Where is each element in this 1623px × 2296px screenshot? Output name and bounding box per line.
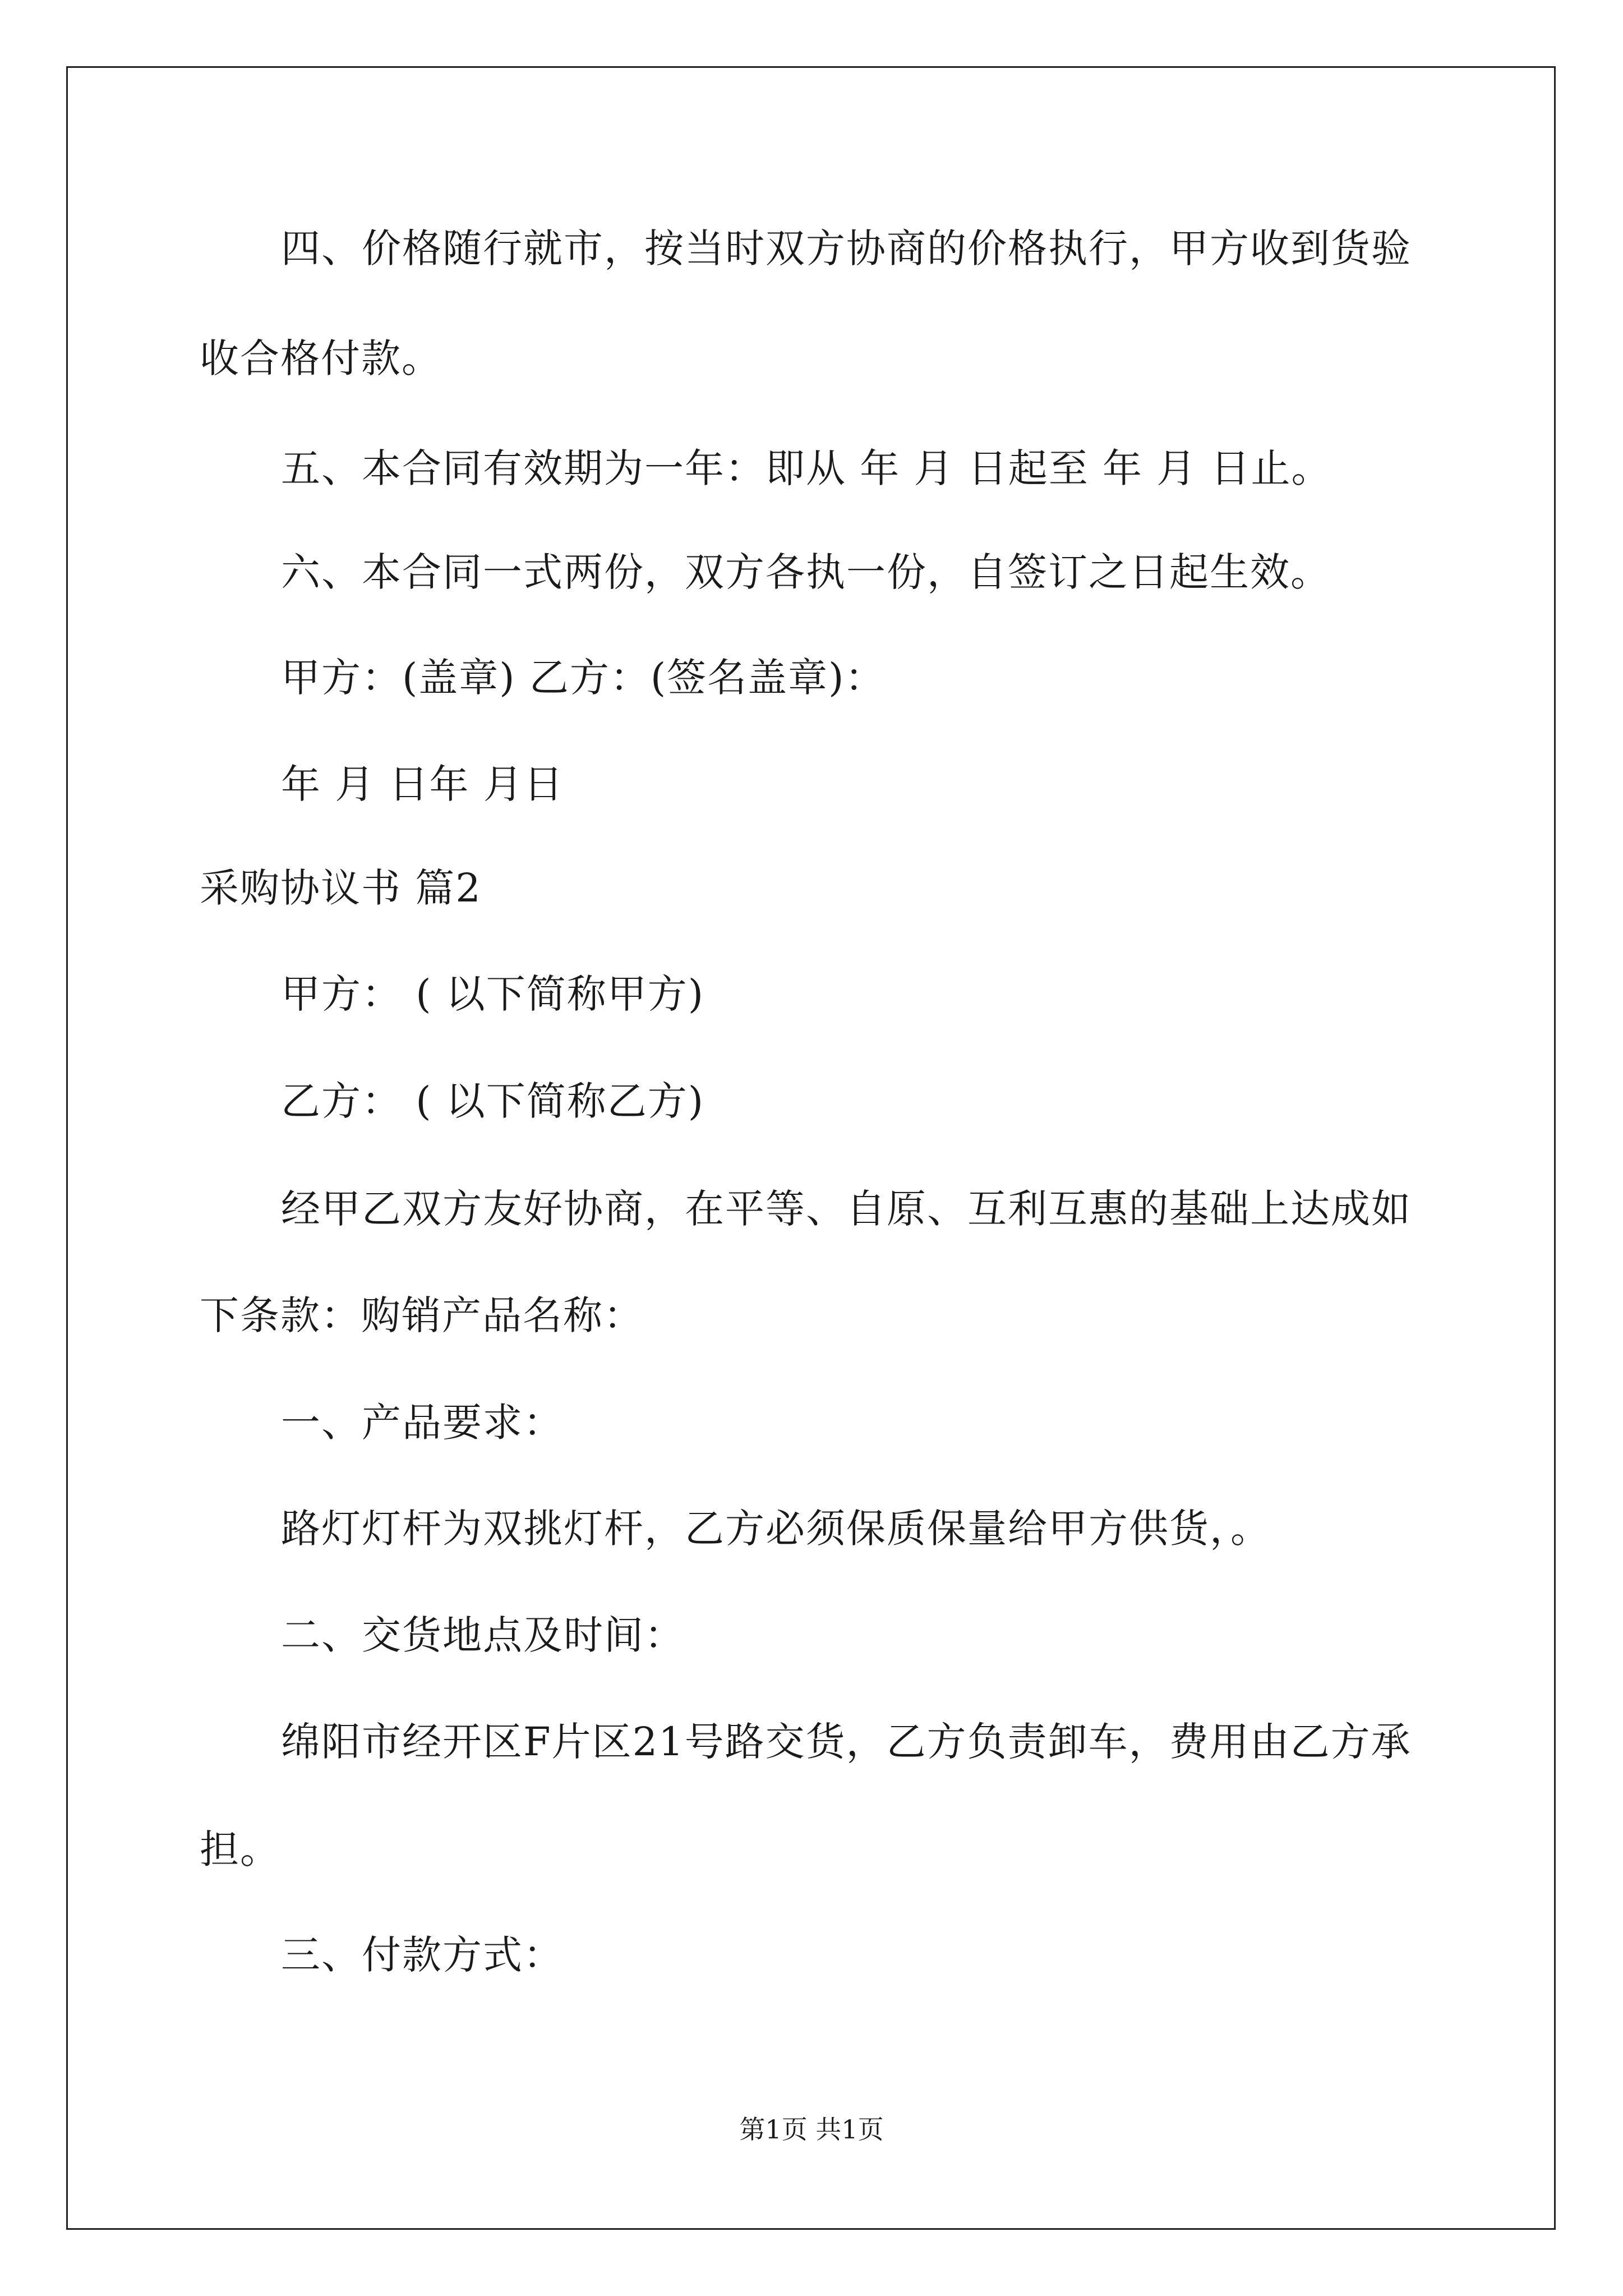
paragraph-delivery-line1: 绵阳市经开区F片区21号路交货，乙方负责卸车，费用由乙方承 [281,1719,1412,1765]
paragraph-price-terms-line1: 四、价格随行就市，按当时双方协商的价格执行，甲方收到货验 [281,226,1412,272]
paragraph-delivery-line2: 担。 [200,1826,280,1872]
paragraph-price-terms-line2: 收合格付款。 [200,335,442,381]
paragraph-agreement-intro-line1: 经甲乙双方友好协商，在平等、自原、互利互惠的基础上达成如 [281,1186,1412,1232]
page-border [66,66,1556,2230]
paragraph-payment-heading: 三、付款方式： [281,1932,564,1978]
section-heading: 采购协议书 篇2 [200,865,482,911]
paragraph-party-b: 乙方： ( 以下简称乙方) [281,1078,705,1124]
paragraph-copies: 六、本合同一式两份，双方各执一份，自签订之日起生效。 [281,549,1331,595]
paragraph-agreement-intro-line2: 下条款：购销产品名称： [200,1292,644,1338]
paragraph-signature-dates: 年 月 日年 月日 [281,761,564,807]
page-number-footer: 第1页 共1页 [739,2114,884,2145]
paragraph-product-requirements: 路灯灯杆为双挑灯杆，乙方必须保质保量给甲方供货，。 [281,1506,1271,1552]
paragraph-signature-parties: 甲方：(盖章) 乙方：(签名盖章)： [281,655,886,701]
paragraph-party-a: 甲方： ( 以下简称甲方) [281,971,705,1017]
paragraph-product-requirements-heading: 一、产品要求： [281,1400,564,1446]
paragraph-delivery-heading: 二、交货地点及时间： [281,1612,685,1658]
paragraph-validity-period: 五、本合同有效期为一年：即从 年 月 日起至 年 月 日止。 [281,445,1332,491]
